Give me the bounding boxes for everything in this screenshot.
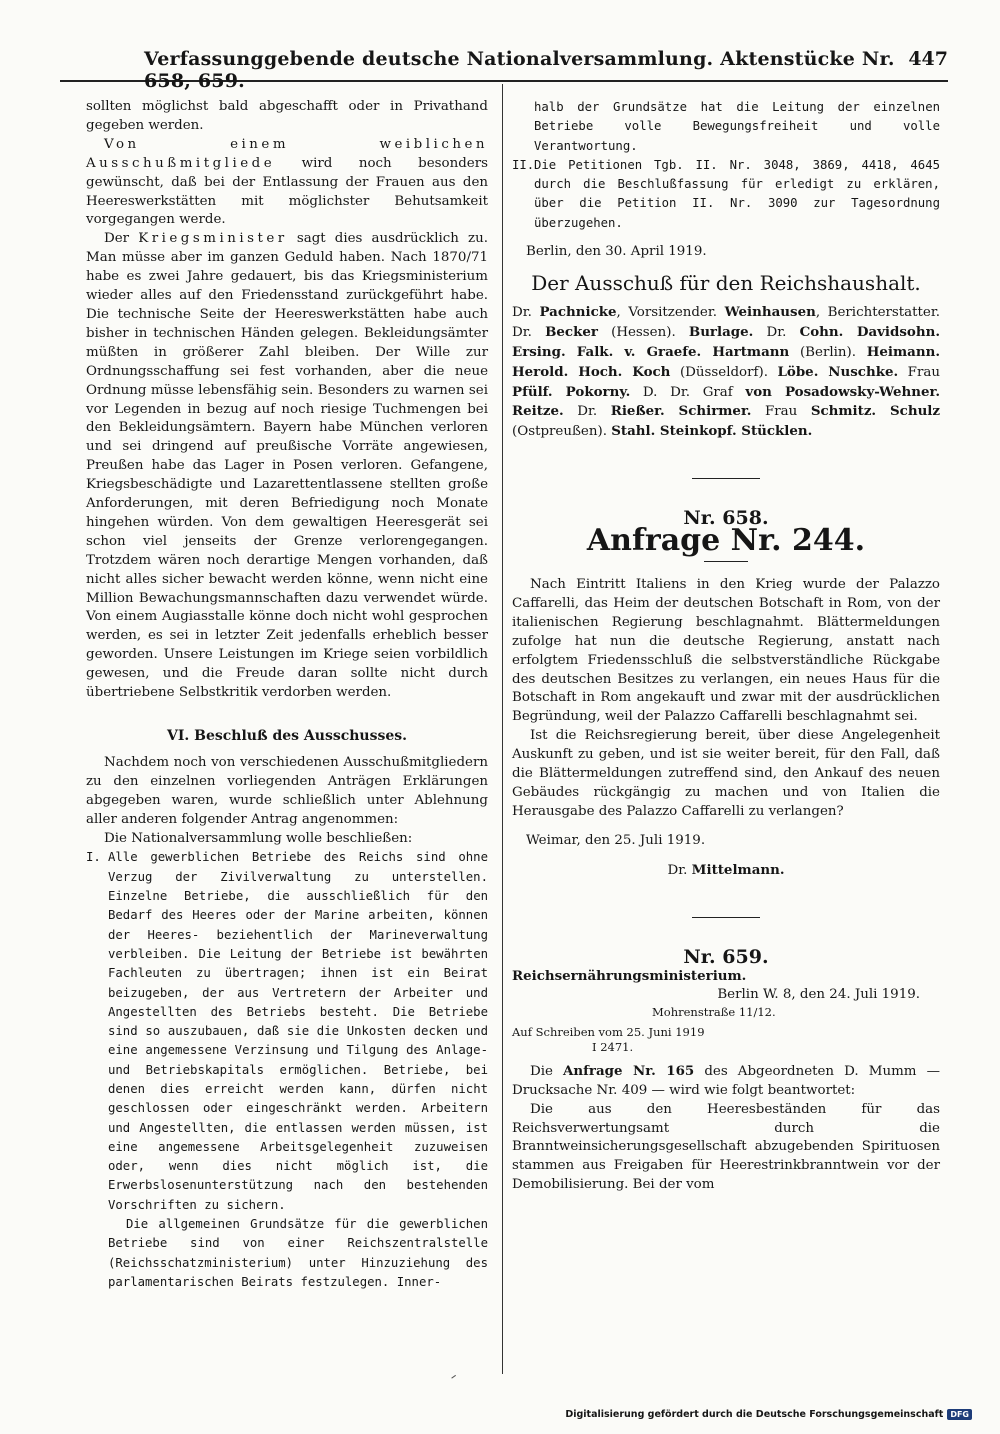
member-name: Weinhausen	[724, 303, 816, 320]
member-note: , Vorsitzender.	[616, 304, 725, 320]
item-label-spacer	[512, 98, 534, 156]
member-name: Schmitz. Schulz	[810, 403, 941, 420]
list-item	[86, 848, 488, 1215]
ministry-name	[512, 967, 940, 987]
member-note: Dr.	[512, 304, 540, 320]
paragraph: Ist die Reichsregierung bereit, über diese Angelegenheit Auskunft zu geben, und ist sie weiter bereit, für den Fall, daß die Blättermeldungen zutreffend sind, den Ankauf des neuen Gebäudes rückgängig zu machen und von Italien die Herausgabe des Palazzo Caffarelli zu verlangen?	[512, 728, 940, 819]
section-separator	[692, 917, 760, 918]
spaced-emphasis: Von einem weiblichen Ausschußmitgliede	[86, 136, 488, 171]
address: Mohrenstraße 11/12.	[652, 1005, 776, 1020]
member-note: (Berlin).	[789, 344, 867, 360]
member-name: Cohn. Davidsohn. Ersing. Falk. v. Graefe. Hartmann	[512, 323, 940, 360]
signature-name: Mittelmann.	[691, 861, 785, 878]
member-name: Pfülf. Pokorny.	[512, 383, 631, 400]
header-title: Verfassunggebende deutsche Nationalversammlung. Aktenstücke Nr. 658, 659.	[144, 48, 895, 92]
paragraph-text: wird noch besonders gewünscht, daß bei der Entlassung der Frauen aus den Heereswerkstätten mit möglichster Behutsamkeit vorgegangen werde.	[86, 155, 488, 228]
item-label: II.	[512, 157, 535, 172]
paragraph: Die Nationalversammlung wolle beschließen:	[104, 830, 413, 846]
member-name: Stahl. Steinkopf. Stücklen.	[611, 423, 813, 440]
item-label: I.	[86, 850, 101, 865]
item-text: Die Petitionen Tgb. II. Nr. 3048, 3869, 4418, 4645 durch die Beschlußfassung für erledigt zu erklären, über die Petition II. Nr. 3090 zur Tagesordnung überzugehen.	[534, 157, 940, 230]
dfg-logo: DFG	[947, 1409, 972, 1420]
list-item	[86, 1215, 488, 1292]
member-name: Burlage.	[688, 323, 754, 340]
column-divider	[502, 84, 503, 1374]
spaced-emphasis: Kriegsminister	[138, 231, 288, 247]
right-column	[512, 98, 940, 1195]
reference: Auf Schreiben vom 25. Juni 1919	[512, 1024, 705, 1039]
page-number: 447	[908, 48, 948, 70]
paragraph	[86, 230, 488, 703]
dateline: Berlin, den 30. April 1919.	[526, 244, 707, 260]
ministry-label: Reichsernährungsministerium.	[512, 967, 747, 984]
paragraph: Nach Eintritt Italiens in den Krieg wurde der Palazzo Caffarelli, das Heim der deutschen Botschaft in Rom, von der italienischen Regierung beschlagnahmt. Blättermeldungen zufolge hat nun die deutsche Regierung, anstatt nach erfolgtem Friedensschluß die selbstverständliche Rückgabe des deutschen Besitzes zu verlangen, ein neues Haus für die Botschaft in Rom angekauft und zwar mit der ausdrücklichen Begründung, weil der Palazzo Caffarelli beschlagnahmt sei.	[512, 577, 940, 725]
member-note: D. Dr. Graf	[630, 384, 746, 400]
paragraph-text: Der	[104, 231, 139, 247]
member-note: (Hessen).	[597, 324, 689, 340]
member-name: Löbe. Nuschke.	[777, 363, 899, 380]
left-column	[86, 98, 488, 1292]
resolution-list-continued	[512, 98, 940, 233]
paragraph	[86, 136, 488, 231]
running-header	[60, 44, 948, 92]
paragraph: sollten möglichst bald abgeschafft oder in Privathand gegeben werden.	[86, 99, 488, 133]
reference-number: I 2471.	[592, 1040, 634, 1055]
member-name: Becker	[545, 323, 598, 340]
dateline: Weimar, den 25. Juli 1919.	[526, 832, 706, 848]
member-note: Dr.	[563, 404, 611, 420]
item-label-spacer	[86, 1215, 108, 1292]
member-name: Rießer. Schirmer.	[610, 403, 752, 420]
member-name: Heimann. Herold. Hoch. Koch	[512, 343, 940, 380]
member-name: Pachnicke	[539, 303, 617, 320]
document-number: Nr. 659.	[683, 945, 769, 968]
paragraph-text: Die	[530, 1063, 564, 1079]
member-note: Dr.	[753, 324, 800, 340]
member-name: von Posadowsky-Wehner. Reitze.	[512, 383, 940, 420]
inquiry-reference: Anfrage Nr. 165	[563, 1062, 695, 1079]
paragraph: Die aus den Heeresbeständen für das Reichsverwertungsamt durch die Branntweinsicherungsgesellschaft abzugebenden Spirituosen stammen aus Freigaben für Heerestrinkbranntwein vor der Demobilisierung. Bei der vom	[512, 1101, 940, 1193]
member-note: (Düsseldorf).	[670, 364, 778, 380]
scan-mark	[451, 1375, 457, 1381]
list-item	[512, 98, 940, 156]
signature	[512, 861, 940, 881]
paragraph: Nachdem noch von verschiedenen Ausschußmitgliedern zu den einzelnen vorliegenden Anträgen Erklärungen abgegeben waren, wurde schließlich unter Ablehnung aller anderen folgender Antrag angenommen:	[86, 754, 488, 827]
paragraph-text: des Abgeordneten D. Mumm — Drucksache Nr. 409 — wird wie folgt beantwortet:	[512, 1063, 940, 1098]
member-note: (Ostpreußen).	[512, 424, 612, 440]
resolution-list	[86, 848, 488, 1292]
committee-members	[512, 303, 940, 442]
paragraph	[512, 1062, 940, 1101]
item-text: Die allgemeinen Grundsätze für die gewerblichen Betriebe sind von einer Reichszentralstelle (Reichsschatzministerium) unter Hinzuziehung des parlamentarischen Beirats festzulegen. Inner-	[108, 1217, 488, 1289]
footer-text: Digitalisierung gefördert durch die Deutsche Forschungsgemeinschaft	[565, 1409, 944, 1420]
dateline: Berlin W. 8, den 24. Juli 1919.	[717, 987, 920, 1003]
paragraph-text: sagt dies ausdrücklich zu. Man müsse aber im ganzen Geduld haben. Nach 1870/71 habe es zwei Jahre gedauert, bis das Kriegsministerium wieder alles auf den Friedensstand zurückgeführt habe. Die technische Seite der Heereswerkstätten habe auch bisher in technischen Händen gelegen. Bekleidungsämter müßten in größerer Zahl bleiben. Der Wille zur Ordnungsschaffung sei fest vorhanden, aber die neue Ordnung müsse lebensfähig sein. Besonders zu warnen sei vor Legenden in bezug auf noch riesige Tuchmengen bei den Bekleidungsämtern. Bayern habe München verloren und sei dringend auf preußische Vorräte angewiesen, Preußen habe das Lager in Posen verloren. Gefangene, Kriegsbeschädigte und Lazarettentlassene stellten große Anforderungen, mit deren Befriedigung noch Monate hingehen würden. Von dem gewaltigen Heeresgerät sei schon viel jenseits der Grenze verlorengegangen. Trotzdem wären noch derartige Mengen vorhanden, daß nicht alles sicher bewacht werden könne, wenn nicht eine Million Bewachungsmannschaften dazu verwendet würde. Von einem Augiasstalle könne doch nicht wohl gesprochen werden, es sei in letzter Zeit jedenfalls erheblich besser geworden. Unsere Leistungen im Kriege seien vorbildlich gewesen, und die Freude daran sollte nicht durch übertriebene Selbstkritik verdorben werden.	[86, 231, 488, 701]
signature-prefix: Dr.	[667, 862, 692, 878]
member-note: Frau	[751, 404, 811, 420]
list-item	[512, 156, 940, 233]
document-number: Nr. 658.	[683, 507, 769, 530]
item-text: Alle gewerblichen Betriebe des Reichs sind ohne Verzug der Zivilverwaltung zu unterstellen. Einzelne Betriebe, die ausschließlich für den Bedarf des Heeres oder der Marine arbeiten, können der Heeres- beziehentlich der Marineverwaltung verbleiben. Die Leitung der Betriebe ist bewährten Fachleuten zu übertragen; ihnen ist ein Beirat beizugeben, der aus Vertretern der Arbeiter und Angestellten des Betriebs besteht. Die Betriebe sind so auszubauen, daß sie die Unkosten decken und eine angemessene Verzinsung und Tilgung des Anlage- und Betriebskapitals ermöglichen. Betriebe, bei denen dies erreicht werden kann, dürfen nicht geschlossen oder eingeschränkt werden. Arbeitern und Angestellten, die entlassen werden müssen, ist eine angemessene Arbeitsgelegenheit zuzuweisen oder, wenn dies nicht möglich ist, die Erwerbslosenunterstützung nach den bestehenden Vorschriften zu sichern.	[108, 850, 488, 1212]
footer-credit	[565, 1409, 972, 1420]
member-note: Frau	[898, 364, 940, 380]
member-note: , Berichterstatter. Dr.	[512, 304, 941, 340]
item-text: halb der Grundsätze hat die Leitung der einzelnen Betriebe volle Bewegungsfreiheit und volle Verantwortung.	[534, 100, 940, 153]
section-heading: VI. Beschluß des Ausschusses.	[166, 728, 408, 744]
inquiry-title: Anfrage Nr. 244.	[586, 523, 866, 559]
committee-title: Der Ausschuß für den Reichshaushalt.	[531, 270, 921, 295]
section-separator	[692, 478, 760, 479]
title-rule	[704, 561, 748, 562]
